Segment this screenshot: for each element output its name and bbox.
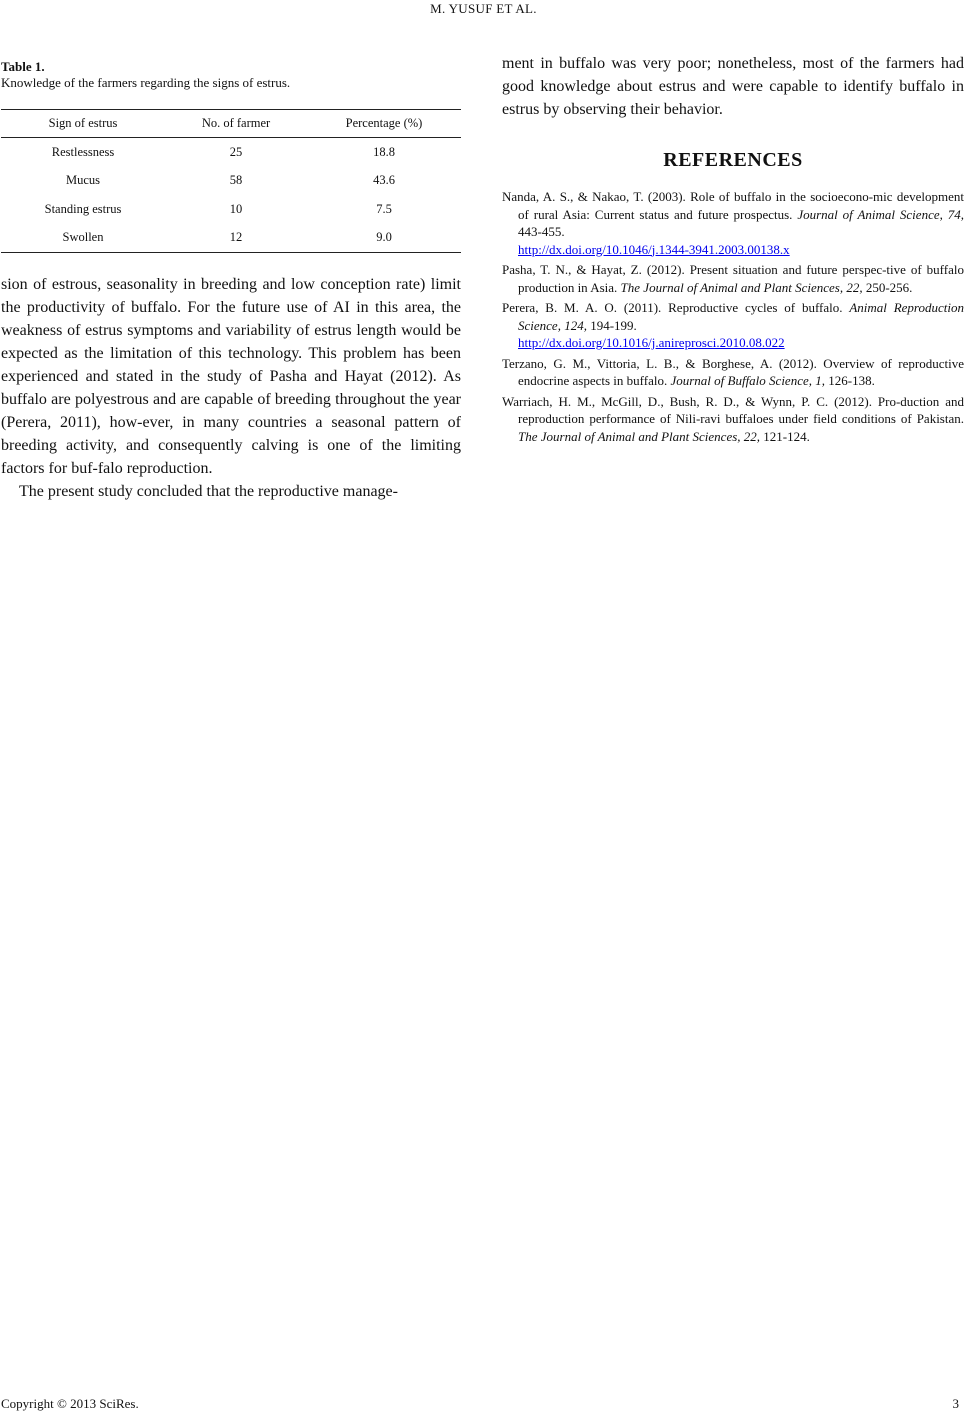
cell-percentage: 7.5	[376, 201, 392, 216]
reference-entry	[502, 393, 964, 446]
reference-text: Terzano, G. M., Vittoria, L. B., & Borghese, A. (2012). Overview of reproductive endocrine aspects in buffalo.	[502, 355, 964, 388]
header-sign-of-estrus: Sign of estrus	[48, 116, 118, 130]
cell-sign: Standing estrus	[44, 201, 122, 216]
reference-pages: 126-138.	[825, 373, 875, 388]
reference-pages: 250-256.	[862, 279, 913, 295]
reference-entry	[502, 188, 964, 258]
references-heading: REFERENCES	[663, 149, 803, 171]
reference-journal: Animal Reproduction Science, 124,	[518, 300, 965, 333]
reference-entry	[502, 355, 964, 390]
body-paragraph: sion of estrous, seasonality in breeding and low conception rate) limit the productivity of buffalo. For the future use of AI in this area, the weakness of estrus symptoms and variability of estrus length would be expected as the limitation of this technology. This problem has been experienced and stated in the study of Pasha and Hayat (2012). As buffalo are polyestrous and are capable of breeding throughout the year (Perera, 2011), how-ever, in many countries a seasonal pattern of breeding activity, and consequently calving is one of the limiting factors for buf-falo reproduction.	[1, 276, 461, 477]
left-column	[1, 58, 461, 503]
body-paragraph: ment in buffalo was very poor; nonetheless, most of the farmers had good knowledge about estrus and were capable to identify buffalo in estrus by observing their behavior.	[502, 55, 964, 118]
table-caption: Knowledge of the farmers regarding the signs of estrus.	[1, 75, 291, 90]
right-column	[502, 55, 965, 448]
table-label: Table 1.	[1, 59, 45, 74]
cell-percentage: 9.0	[376, 230, 392, 245]
header-percentage: Percentage (%)	[345, 116, 423, 130]
table-row	[1, 195, 461, 224]
cell-count: 10	[229, 201, 243, 216]
header-no-of-farmer: No. of farmer	[201, 116, 271, 130]
cell-count: 58	[229, 173, 243, 188]
doi-link[interactable]: http://dx.doi.org/10.1046/j.1344-3941.2003.00138.x	[518, 241, 790, 257]
running-head: M. YUSUF ET AL.	[430, 1, 537, 16]
reference-entry	[502, 299, 964, 352]
reference-text: Perera, B. M. A. O. (2011). Reproductive cycles of buffalo.	[502, 300, 850, 315]
reference-pages: 443-455.	[518, 224, 565, 239]
copyright-footer: Copyright © 2013 SciRes.	[1, 1396, 139, 1411]
table-header-row	[1, 110, 461, 138]
cell-count: 12	[229, 230, 243, 245]
reference-journal: The Journal of Animal and Plant Sciences, 22,	[620, 279, 863, 295]
table-row	[1, 138, 461, 167]
page-number: 3	[952, 1396, 959, 1411]
estrus-signs-table	[1, 109, 461, 253]
doi-link[interactable]: http://dx.doi.org/10.1016/j.anireprosci.2010.08.022	[518, 335, 785, 350]
cell-sign: Swollen	[62, 230, 104, 245]
reference-text: Warriach, H. M., McGill, D., Bush, R. D., & Wynn, P. C. (2012). Pro-duction and reproduction performance of Nili-ravi buffaloes under field conditions of Pakistan.	[502, 393, 964, 426]
reference-text: Nanda, A. S., & Nakao, T. (2003). Role of buffalo in the socioecono-mic development of rural Asia: Current status and future prospectus.	[502, 189, 964, 222]
cell-sign: Mucus	[65, 173, 101, 188]
reference-journal: The Journal of Animal and Plant Sciences, 22,	[518, 428, 761, 444]
body-paragraph: The present study concluded that the reproductive manage-	[19, 483, 398, 500]
cell-percentage: 43.6	[373, 173, 395, 188]
reference-text: Pasha, T. N., & Hayat, Z. (2012). Present situation and future perspec-tive of buffalo production in Asia.	[502, 262, 964, 295]
table-row	[1, 224, 461, 253]
reference-pages: 194-199.	[586, 317, 637, 333]
cell-percentage: 18.8	[373, 144, 395, 159]
reference-journal: Journal of Animal Science, 74,	[797, 206, 965, 222]
cell-count: 25	[229, 144, 243, 159]
reference-journal: Journal of Buffalo Science, 1,	[670, 373, 825, 388]
table-row	[1, 167, 461, 196]
reference-entry	[502, 261, 964, 296]
reference-pages: 121-124.	[760, 428, 810, 444]
cell-sign: Restlessness	[51, 144, 115, 159]
